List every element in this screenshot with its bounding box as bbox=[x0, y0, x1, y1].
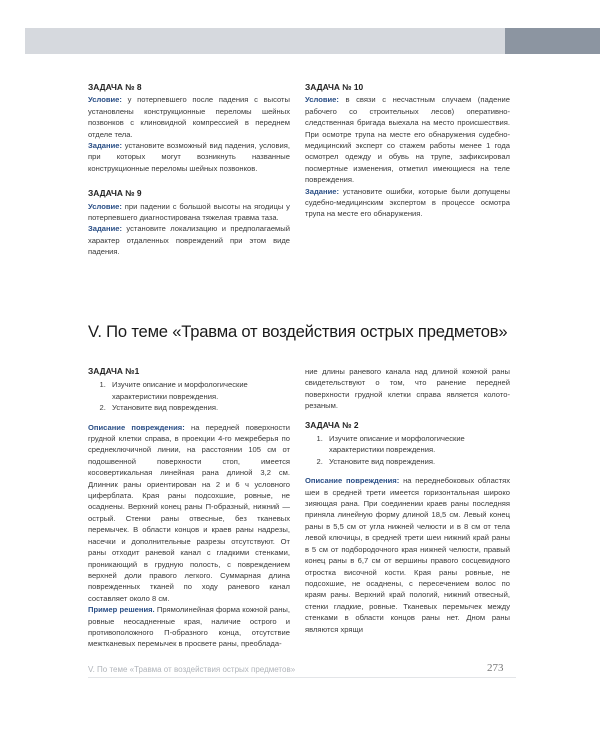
condition-text: у потерпевшего после падения с высоты установлены конструкционные переломы шейных позвонков с клиновидной компрессией в переднем отделе тела. bbox=[88, 95, 290, 139]
condition-label: Условие: bbox=[305, 95, 339, 105]
description-text: на передней поверхности грудной клетки справа, в проекции 4-го межреберья по среднеключичной линии, на расстоянии 105 см от подошвенной поверхности стоп, имеется косовертикальная линейная рана длиной 3,2 см. Длинник раны ориентирован на 2 и 6 ч условного циферблата. Края раны подсохшие, ровные, не осаднены. Верхний конец раны П-образный, нижний — острый. Стенки раны отвесные, без тканевых перемычек. В области концов и краев раны надрезы, насечки и дополнительные разрезы отсутствуют. От раны отходит раневой канал с гладкими стенками, проникающий в грудную полость, с повреждением верхней доли правого легкого. Суммарная длина поврежденных тканей по ходу раневого канал составляет около 8 см. bbox=[88, 422, 290, 603]
condition-text: при падении с большой высоты на ягодицы у потерпевшего диагностирована тяжелая травма таза. bbox=[88, 201, 290, 223]
task-8-condition bbox=[88, 94, 290, 140]
task-1-title: ЗАДАЧА №1 bbox=[88, 366, 140, 376]
task-9-condition bbox=[88, 201, 290, 224]
description-text: на переднебоковых областях шеи в средней трети имеется горизонтальная широко зияющая рана. При соединении краев раны последняя приняла линейную форму длиной 18,5 см. Левый конец раны в 5,5 см от угла нижней челюсти и в 8 см от тела левой ключицы, в средней трети шеи нижний край раны в 5 см от подбородочного края нижней челюсти, правый конец раны в 6,7 см от вершины правого сосцевидного отростка височной кости. Края раны ровные, не подсохшие, не осаднены, с пересечением волос по краям раны. Верхний край пологий, нижний отвесный, стенки гладкие, ровные. Тканевых перемычек между стенками в области концов раны нет. Дном раны являются хрящи bbox=[305, 476, 510, 634]
list-item: 1. Изучите описание и морфологические характеристики повреждения. bbox=[325, 433, 510, 456]
condition-label: Условие: bbox=[88, 95, 122, 105]
task-10-title: ЗАДАЧА № 10 bbox=[305, 82, 364, 92]
solution-continuation: ние длины раневого канала над длиной кожной раны свидетельствуют о том, что ранение передней поверхности грудной клетки справа является колото-резаным. bbox=[305, 367, 510, 411]
top-left-column bbox=[88, 82, 290, 258]
bottom-left-column bbox=[88, 366, 290, 650]
bottom-right-column bbox=[305, 366, 510, 635]
task-2-title: ЗАДАЧА № 2 bbox=[305, 419, 359, 430]
assignment-text: установите возможный вид падения, условия, при которых могут возникнуть названные конструкционные переломы шейных позвонков. bbox=[88, 141, 290, 173]
top-right-column bbox=[305, 82, 510, 220]
section-title: V. По теме «Травма от воздействия острых предметов» bbox=[88, 322, 508, 341]
condition-text: в связи с несчастным случаем (падение рабочего со строительных лесов) оперативно-следственная бригада выехала на место происшествия. При осмотре трупа на месте его обнаружения судебно-медицинский эксперт со стажем работы менее 1 года осмотрел одежду и обувь на трупе, зафиксировал посмертные изменения, отметил имеющиеся на теле повреждения. bbox=[305, 95, 510, 185]
list-item: 1. Изучите описание и морфологические характеристики повреждения. bbox=[108, 379, 290, 402]
header-accent-block bbox=[505, 28, 600, 54]
list-item: 2. Установите вид повреждения. bbox=[108, 402, 290, 413]
page-number: 273 bbox=[487, 662, 504, 674]
running-title: V. По теме «Травма от воздействия острых предметов» bbox=[88, 665, 296, 674]
assignment-label: Задание: bbox=[88, 224, 123, 234]
task-10-assignment bbox=[305, 186, 510, 220]
description-label: Описание повреждения: bbox=[305, 476, 400, 486]
solution-text: Прямолинейная форма кожной раны, ровные неосадненные края, наличие острого и противоположного П-образного конца, отсутствие межтканевых перемычек в просвете раны, преоблада- bbox=[88, 605, 290, 649]
task-9-title: ЗАДАЧА № 9 bbox=[88, 188, 142, 199]
footer-divider bbox=[88, 677, 516, 678]
task-1-list bbox=[88, 379, 290, 413]
task-8-title: ЗАДАЧА № 8 bbox=[88, 82, 142, 92]
task-10-condition bbox=[305, 94, 510, 185]
task-2-list bbox=[305, 433, 510, 467]
task-1-description bbox=[88, 422, 290, 605]
condition-label: Условие: bbox=[88, 201, 122, 211]
task-9-assignment bbox=[88, 223, 290, 257]
assignment-text: установите ошибки, которые были допущены судебно-медицинским экспертом в процессе осмотра трупа на месте его обнаружения. bbox=[305, 186, 510, 219]
assignment-label: Задание: bbox=[305, 186, 340, 196]
task-8-assignment bbox=[88, 140, 290, 174]
task-2-description bbox=[305, 475, 510, 635]
task-1-solution bbox=[88, 604, 290, 650]
list-item: 2. Установите вид повреждения. bbox=[325, 456, 510, 467]
assignment-label: Задание: bbox=[88, 141, 123, 151]
solution-label: Пример решения. bbox=[88, 605, 155, 615]
description-label: Описание повреждения: bbox=[88, 422, 185, 432]
assignment-text: установите локализацию и предполагаемый характер отдаленных повреждений при этом виде падения. bbox=[88, 224, 290, 257]
